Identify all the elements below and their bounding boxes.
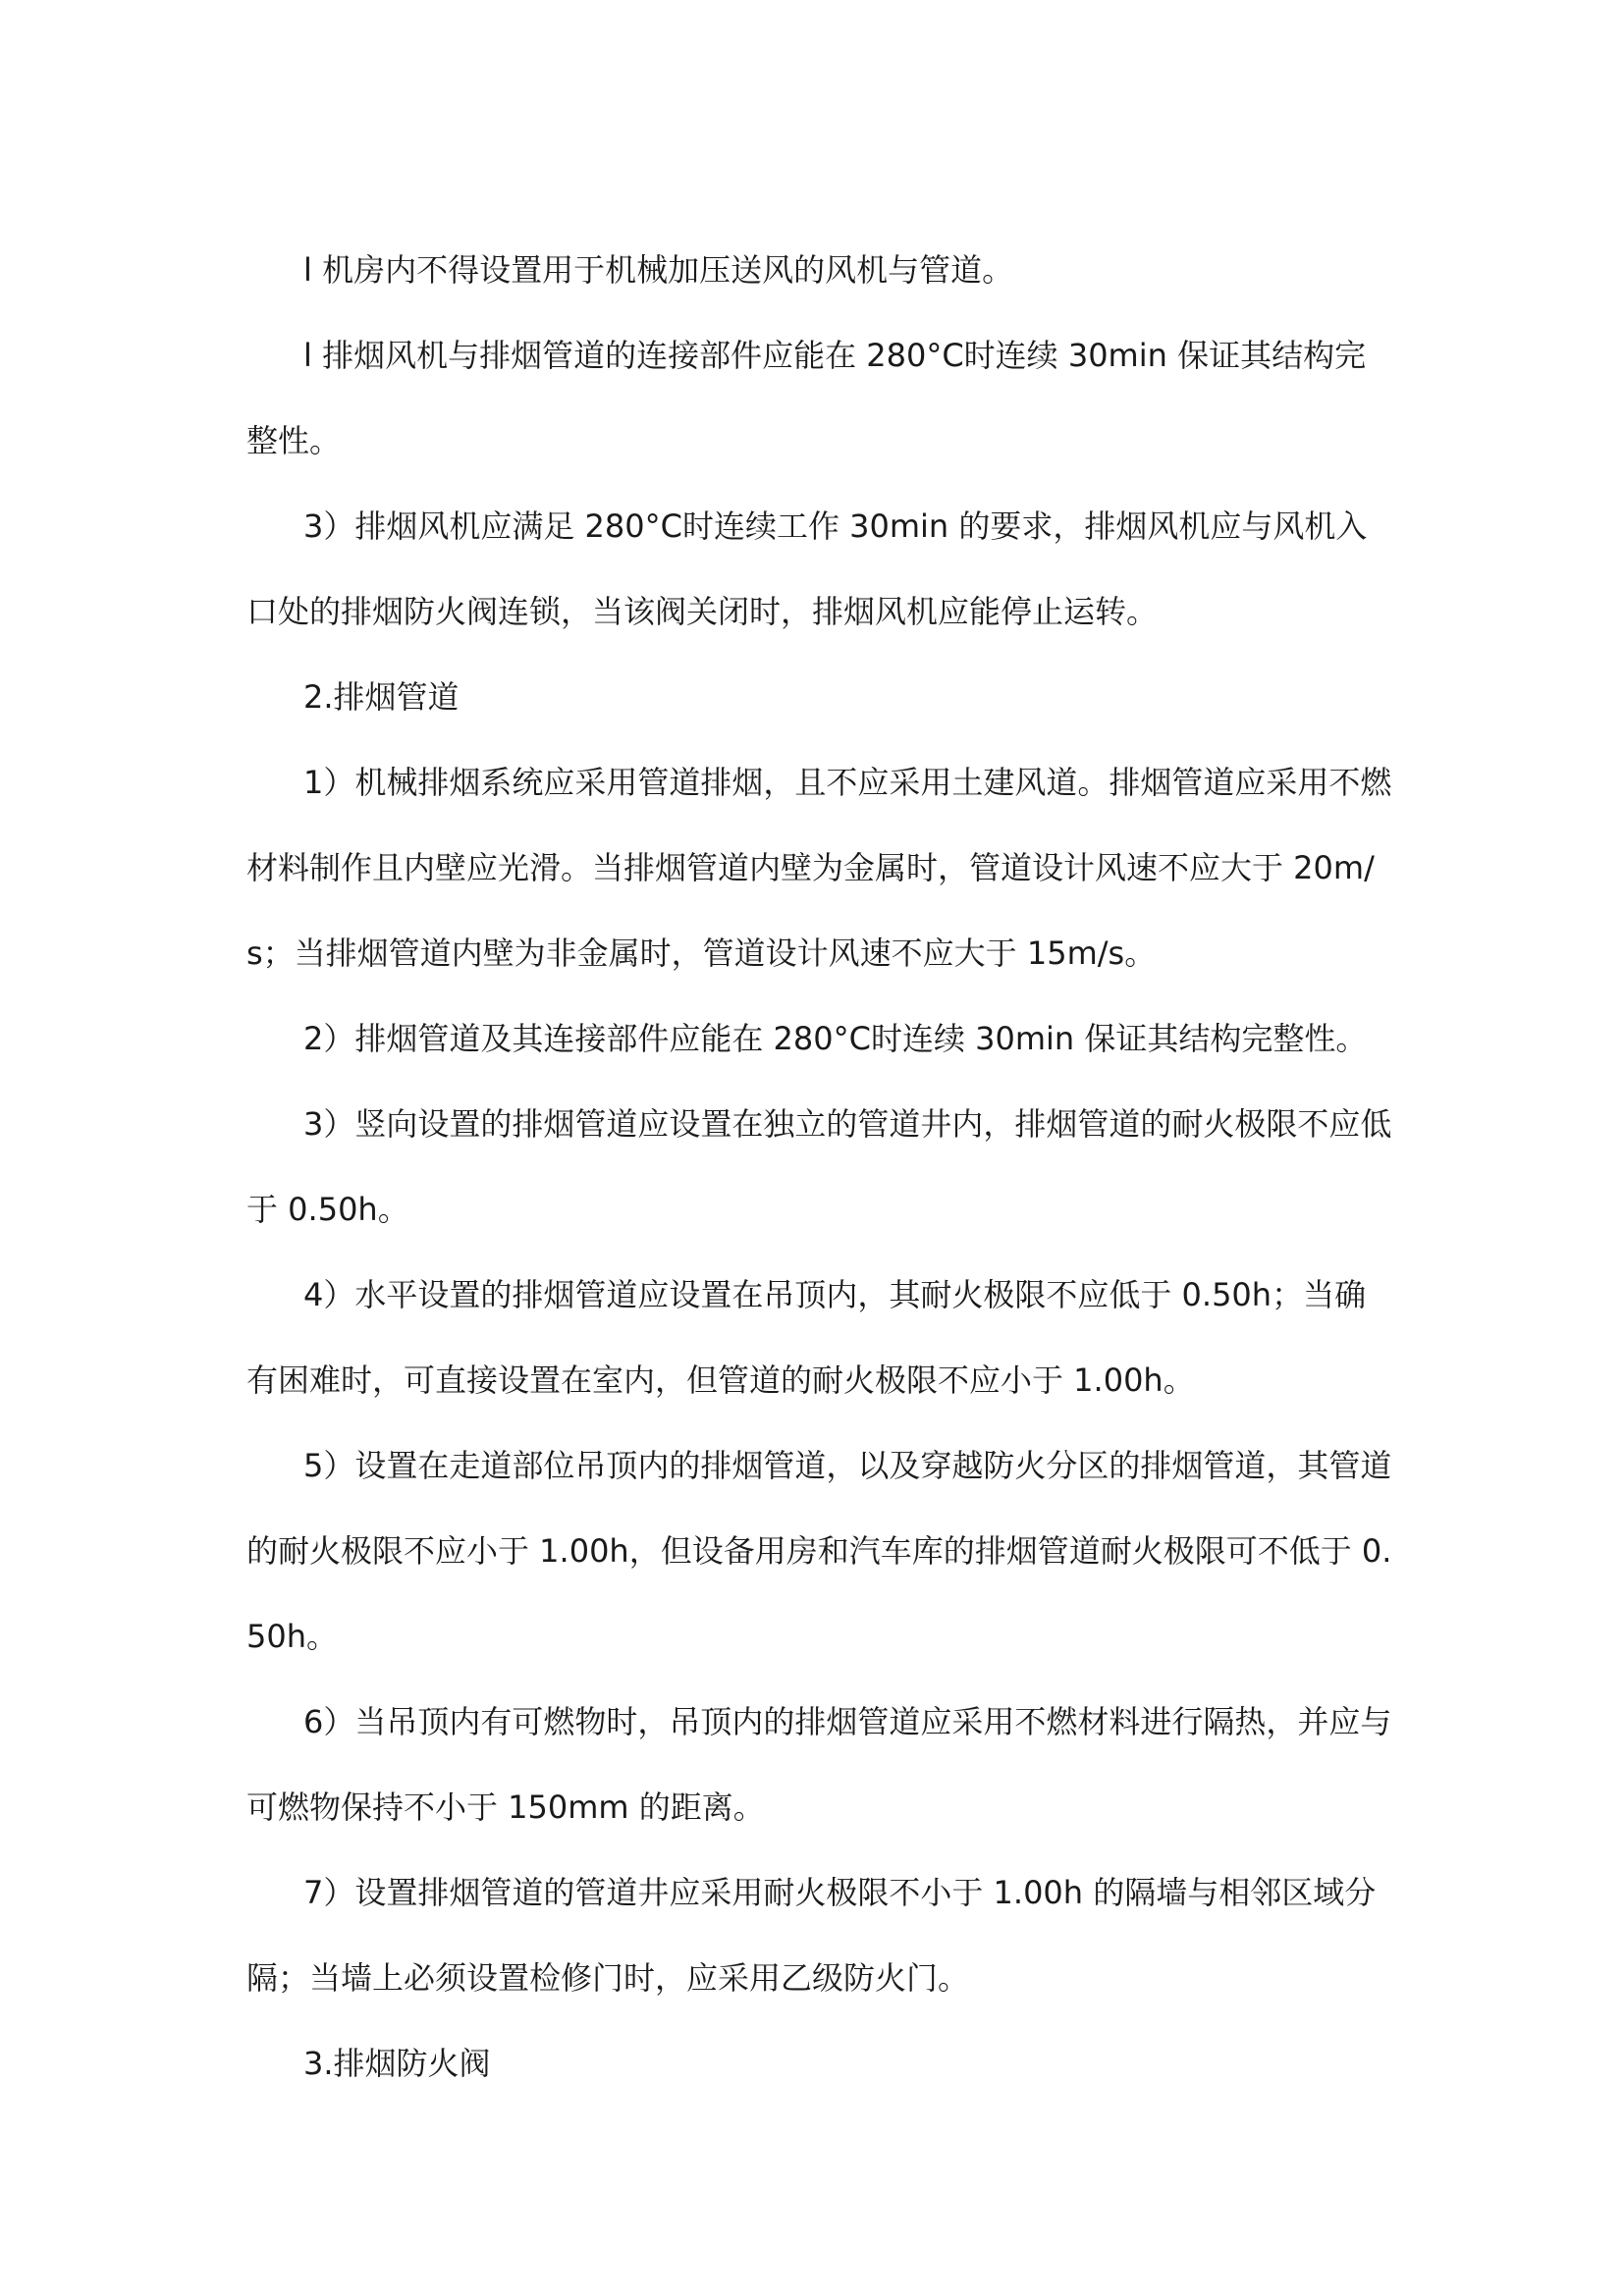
paragraph-fan-room-rule: l 机房内不得设置用于机械加压送风的风机与管道。 xyxy=(303,251,1014,289)
section-heading-smoke-duct: 2.排烟管道 xyxy=(303,678,460,716)
document-body xyxy=(246,228,1395,2107)
paragraph-duct-material: 1）机械排烟系统应采用管道排烟，且不应采用土建风道。排烟管道应采用不燃材料制作且内壁应光滑。当排烟管道内壁为金属时，管道设计风速不应大于 20m/s；当排烟管道内壁为非金属时，管道设计风速不应大于 15m/s。 xyxy=(246,764,1392,972)
paragraph-fan-connection-rule: l 排烟风机与排烟管道的连接部件应能在 280°C时连续 30min 保证其结构完整性。 xyxy=(246,337,1367,459)
paragraph-horizontal-duct: 4）水平设置的排烟管道应设置在吊顶内，其耐火极限不应低于 0.50h；当确有困难时，可直接设置在室内，但管道的耐火极限不应小于 1.00h。 xyxy=(246,1276,1367,1399)
paragraph-vertical-duct: 3）竖向设置的排烟管道应设置在独立的管道井内，排烟管道的耐火极限不应低于 0.50h。 xyxy=(246,1105,1392,1228)
paragraph-duct-shaft: 7）设置排烟管道的管道井应采用耐火极限不小于 1.00h 的隔墙与相邻区域分隔；当墙上必须设置检修门时，应采用乙级防火门。 xyxy=(246,1874,1377,1997)
paragraph-ceiling-combustibles: 6）当吊顶内有可燃物时，吊顶内的排烟管道应采用不燃材料进行隔热，并应与可燃物保持不小于 150mm 的距离。 xyxy=(246,1703,1392,1826)
paragraph-duct-connection: 2）排烟管道及其连接部件应能在 280°C时连续 30min 保证其结构完整性。 xyxy=(303,1020,1368,1057)
section-heading-fire-damper: 3.排烟防火阀 xyxy=(303,2045,491,2082)
paragraph-fan-requirement: 3）排烟风机应满足 280°C时连续工作 30min 的要求，排烟风机应与风机入口处的排烟防火阀连锁，当该阀关闭时，排烟风机应能停止运转。 xyxy=(246,507,1368,630)
paragraph-corridor-duct: 5）设置在走道部位吊顶内的排烟管道，以及穿越防火分区的排烟管道，其管道的耐火极限不应小于 1.00h，但设备用房和汽车库的排烟管道耐火极限可不低于 0.50h。 xyxy=(246,1447,1392,1655)
